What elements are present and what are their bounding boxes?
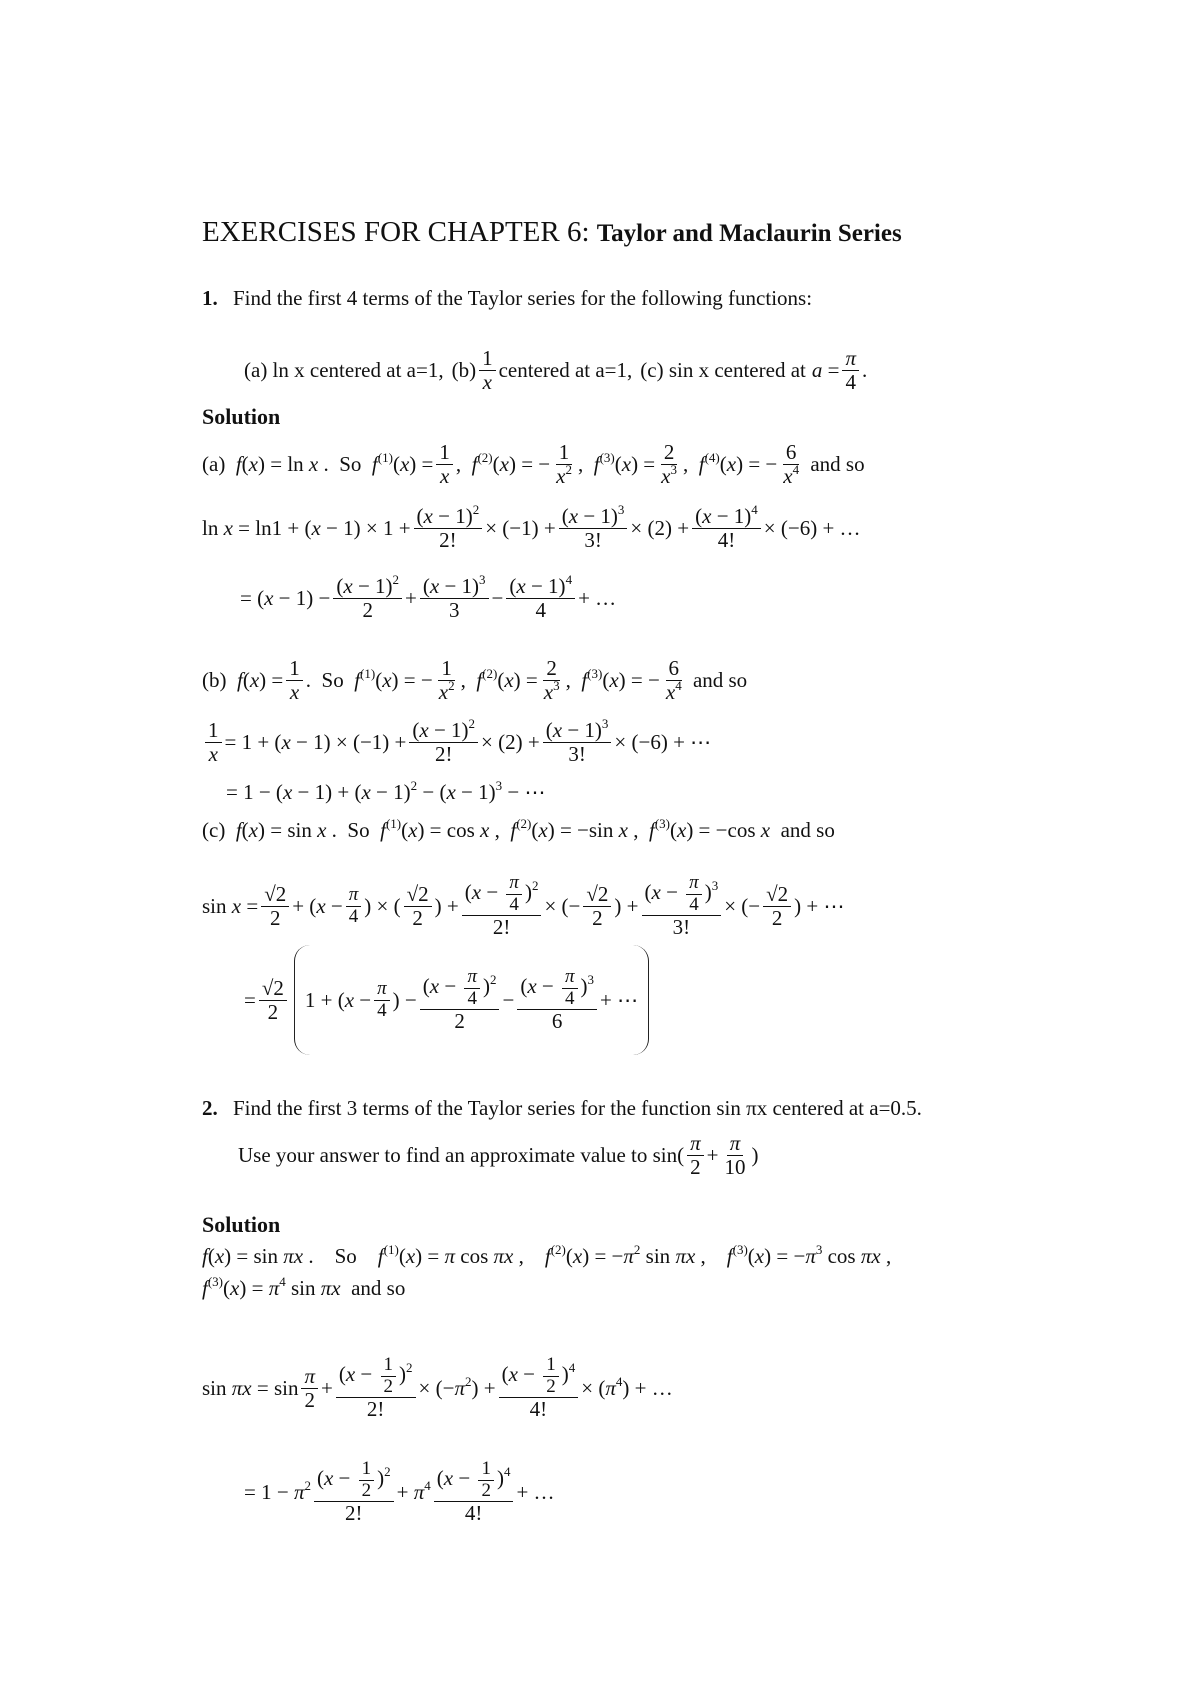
question-1-prompt xyxy=(202,286,812,311)
solution-c-line-1: (c) f(x) = sin x . So $f^{(1)}(x) = \cos x$ , $f^{(2)}(x) = -\sin$ x , $f^{(3)}(x) = -\cos$ x and so xyxy=(202,816,835,842)
solution-2-line-4: = $1 - \pi^2$ (x − $\frac{1}{2}$ )$^2$ 2! + $\pi^4$ (x − $\frac{1}{2}$ )$^4$ 4! + … xyxy=(244,1458,555,1526)
title-main: EXERCISES FOR CHAPTER 6: xyxy=(202,216,590,248)
solution-b-line-2: $\frac{1}{x}$ = 1 + (x − 1) × (−1) + $\frac{(x - 1)^2}{2!}$ × (2) + $\frac{(x - 1)^3}{3!}$ × (−6) + ⋯ xyxy=(202,712,711,772)
solution-a-line-2: ln x = ln1 + (x − 1) × 1 + $\frac{(x - 1)^2}{2!}$ × (−1) + $\frac{(x - 1)^3}{3!}$ × (2) + $\frac{(x - 1)^4}{4!}$ × (−6) + … xyxy=(202,501,861,552)
solution-a-line-1: (a) f(x) = ln x . So $f^{(1)}(x)$ = $\frac{1}{x}$ , $f^{(2)}(x)$ = − $\frac{1}{x^2}$ , $f^{(3)}(x)$ = $\frac{2}{x^3}$ , $f^{(4)}(x)$ = − $\frac{6}{x^4}$ and so xyxy=(202,439,865,488)
solution-b-line-1: (b) f(x) = $\frac{1}{x}$ . So $f^{(1)}(x)$ = − $\frac{1}{x^2}$ , $f^{(2)}(x)$ = $\frac{2}{x^3}$ , $f^{(3)}(x)$ = − $\frac{6}{x^4}$ and so xyxy=(202,655,748,704)
question-2-prompt-line-2: Use your answer to find an approximate value to sin( $\frac{\pi}{2}$ + $\frac{\pi}{10}$ ) xyxy=(238,1130,759,1179)
title-sub: Taylor and Maclaurin Series xyxy=(596,220,902,247)
part-b-fraction: $\frac{1}{x}$ xyxy=(479,347,496,393)
solution-2-line-2: $f^{(3)}(x) = \pi^4$ sin πx and so xyxy=(202,1274,406,1300)
solution-b-line-3: = $1 - (x - 1) + (x - 1)^2 - (x - 1)^3$ − ⋯ xyxy=(226,778,546,804)
solution-2-line-3: sin πx = sin $\frac{\pi}{2}$ + (x − $\frac{1}{2}$ )$^2$ 2! × $(-\pi^2)$ + (x − $\frac{1}{2}$ )$^4$ 4! × $(\pi^4)$ + … xyxy=(202,1354,673,1422)
question-1-number: 1. xyxy=(202,286,218,310)
part-b-prefix: (b) xyxy=(451,357,477,382)
solution-2-heading: Solution xyxy=(202,1212,281,1237)
solution-c-line-3: = $\frac{√2}{2}$ 1 + (x − $\frac{\pi}{4}$ ) − (x − $\frac{\pi}{4}$ )$^2$ 2 − (x − $\frac{\pi}{4}$ )$^3$ 6 + ⋯ xyxy=(244,940,649,1060)
question-2-prompt-line-1 xyxy=(202,1096,922,1121)
question-1-text: Find the first 4 terms of the Taylor series for the following functions: xyxy=(233,286,813,310)
page-title xyxy=(202,216,902,249)
solution-1-heading: Solution xyxy=(202,404,281,429)
solution-c-line-2: sin x = $\frac{√2}{2}$ + (x − $\frac{\pi}{4}$ ) × ( $\frac{√2}{2}$ ) + (x − $\frac{\pi}{4}$ )$^2$ 2! × (− $\frac{√2}{2}$ ) + (x − $\frac{\pi}{4}$ )$^3$ 3! × (− $\frac{√2}{2}$ ) + ⋯ xyxy=(202,872,845,940)
question-2-text: Find the first 3 terms of the Taylor series for the function sin πx centered at a=0.5. xyxy=(233,1096,922,1120)
part-c-fraction: $\frac{\pi}{4}$ xyxy=(842,347,859,393)
question-1-parts: (a) ln x centered at a=1, (b) $\frac{1}{x}$ centered at a=1, (c) sin x centered at a = $\frac{\pi}{4}$ . xyxy=(244,345,868,394)
solution-2-line-1: f(x) = sin πx . So $f^{(1)}(x) = \pi$ cos πx , $f^{(2)}(x) = -\pi^2$ sin πx , $f^{(3)}(x) = -\pi^3$ cos πx , xyxy=(202,1242,892,1268)
solution-a-line-3: = (x − 1) − $\frac{(x - 1)^2}{2}$ + $\frac{(x - 1)^3}{3}$ − $\frac{(x - 1)^4}{4}$ + … xyxy=(240,571,617,622)
part-b-suffix: centered at a=1, xyxy=(498,357,633,382)
part-c-label: (c) sin x centered at xyxy=(640,357,806,382)
part-a-label: (a) ln x centered at a=1, xyxy=(244,357,444,382)
part-c-value: a = xyxy=(811,357,840,382)
question-2-number: 2. xyxy=(202,1096,218,1120)
